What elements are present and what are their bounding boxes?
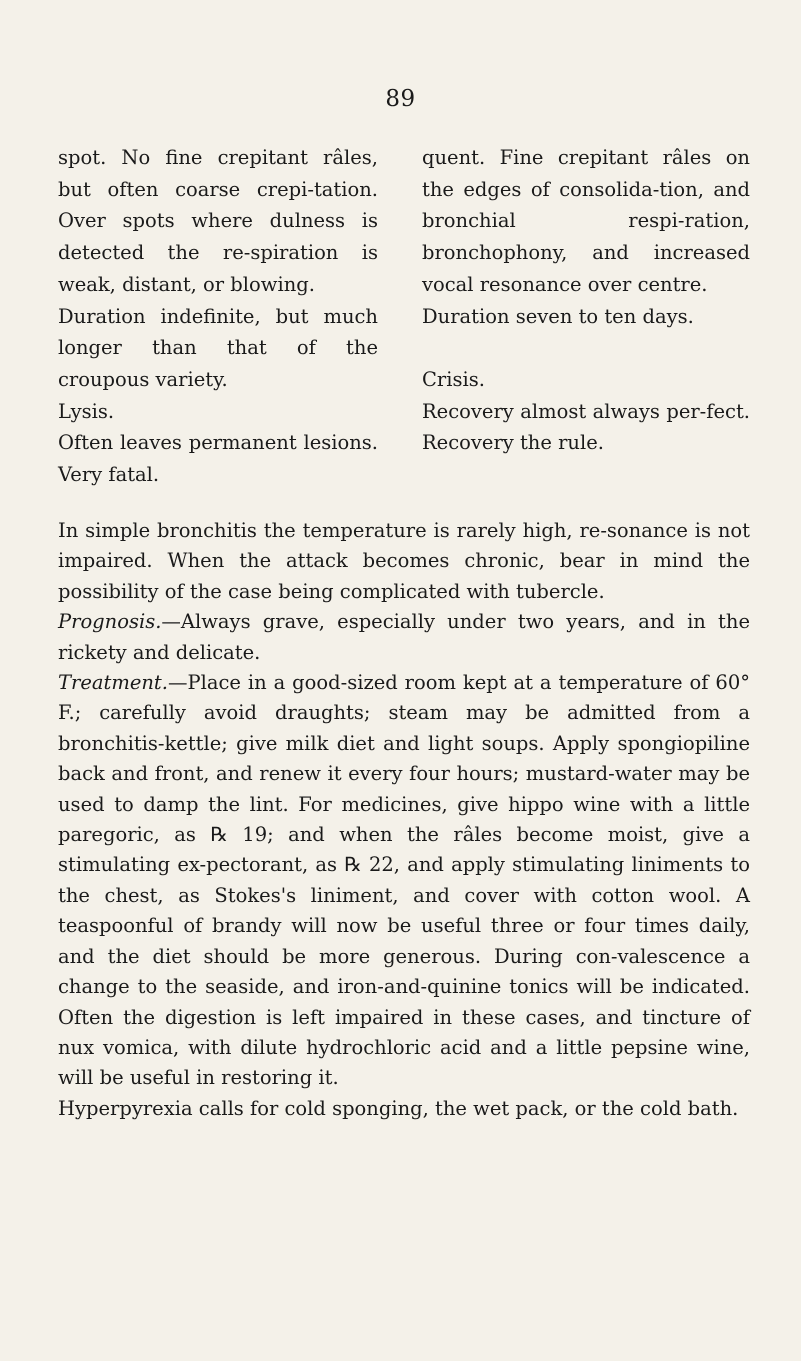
left-termination-paragraph: Lysis. — [58, 399, 115, 423]
right-termination-paragraph: Crisis. — [422, 367, 485, 391]
right-column — [422, 142, 750, 459]
treatment-paragraph — [58, 668, 750, 1094]
treatment-heading: Treatment. — [58, 671, 168, 695]
left-result-paragraph: Often leaves permanent lesions. Very fatal. — [58, 431, 378, 487]
left-column — [58, 142, 378, 491]
prognosis-paragraph — [58, 607, 750, 668]
left-signs-paragraph: spot. No fine crepitant râles, but often coarse crepi-tation. Over spots where dulness is detected the re-spiration is weak, distant, or blowing. — [58, 146, 378, 296]
left-duration-paragraph: Duration indefinite, but much longer than that of the croupous variety. — [58, 304, 378, 391]
prognosis-text: —Always grave, especially under two years, and in the rickety and delicate. — [58, 610, 750, 664]
body-text — [58, 516, 750, 1124]
right-duration-paragraph: Duration seven to ten days. — [422, 304, 694, 328]
bronchitis-paragraph: In simple bronchitis the temperature is rarely high, re-sonance is not impaired. When the attack becomes chronic, bear in mind the possibility of the case being complicated with tubercle. — [58, 519, 750, 603]
treatment-text: —Place in a good-sized room kept at a temperature of 60° F.; carefully avoid draughts; steam may be admitted from a bronchitis-kettle; give milk diet and light soups. Apply spongiopiline back and front, and renew it every four hours; mustard-water may be used to damp the lint. For medicines, give hippo wine with a little paregoric, as ℞ 19; and when the râles become moist, give a stimulating ex-pectorant, as ℞ 22, and apply stimulating liniments to the chest, as Stokes's liniment, and cover with cotton wool. A teaspoonful of brandy will now be useful three or four times daily, and the diet should be more generous. During con-valescence a change to the seaside, and iron-and-quinine tonics will be indicated. Often the digestion is left impaired in these cases, and tincture of nux vomica, with dilute hydrochloric acid and a little pepsine wine, will be useful in restoring it. — [58, 671, 750, 1090]
hyperpyrexia-paragraph: Hyperpyrexia calls for cold sponging, the wet pack, or the cold bath. — [58, 1096, 739, 1120]
prognosis-heading: Prognosis. — [58, 610, 162, 634]
right-signs-paragraph: quent. Fine crepitant râles on the edges of consolida-tion, and bronchial respi-ration, bronchophony, and increased vocal resonance over centre. — [422, 146, 750, 296]
right-result-paragraph: Recovery almost always per-fect. Recovery the rule. — [422, 399, 750, 455]
page-number: 89 — [385, 86, 416, 112]
